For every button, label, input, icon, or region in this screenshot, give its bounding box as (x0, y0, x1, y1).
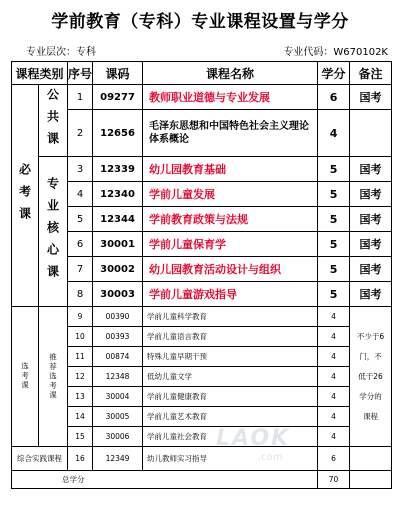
credit-cell: 5 (318, 207, 350, 232)
group-core (39, 157, 68, 307)
name-cell: 学前儿童健康教育 (143, 387, 318, 407)
group-core-label: 专业核心课 (45, 176, 60, 287)
table-row (12, 232, 392, 257)
code-cell: 30005 (93, 407, 143, 427)
table-row (12, 347, 392, 367)
credit-cell: 4 (318, 367, 350, 387)
total-value: 70 (318, 471, 350, 489)
group-recommended-label: 推荐选考课 (48, 352, 58, 401)
table-header-row (12, 62, 392, 85)
name-cell: 幼儿园教育基础 (143, 157, 318, 182)
name-cell: 学前儿童发展 (143, 182, 318, 207)
seq-cell: 11 (68, 347, 93, 367)
group-practice: 综合实践课程 (12, 447, 68, 471)
course-table (11, 61, 392, 489)
seq-cell: 2 (68, 110, 93, 157)
note-cell: 国考 (350, 182, 392, 207)
header-note: 备注 (350, 62, 392, 85)
credit-cell: 5 (318, 182, 350, 207)
table-row (12, 407, 392, 427)
name-cell: 低幼儿童文学 (143, 367, 318, 387)
table-row (12, 367, 392, 387)
seq-cell: 13 (68, 387, 93, 407)
seq-cell: 10 (68, 327, 93, 347)
credit-cell: 4 (318, 427, 350, 447)
group-public (39, 85, 68, 157)
code-cell: 30002 (93, 257, 143, 282)
credit-cell: 6 (318, 447, 350, 471)
credit-cell: 4 (318, 327, 350, 347)
credit-cell: 4 (318, 110, 350, 157)
name-cell: 学前儿童社会教育 (143, 427, 318, 447)
header-name: 课程名称 (143, 62, 318, 85)
note-cell: 国考 (350, 282, 392, 307)
seq-cell: 6 (68, 232, 93, 257)
name-cell: 学前儿童艺术教育 (143, 407, 318, 427)
credit-cell: 4 (318, 347, 350, 367)
seq-cell: 7 (68, 257, 93, 282)
code-cell: 30001 (93, 232, 143, 257)
major-code: 专业代码：W670102K (283, 47, 388, 58)
code-cell: 12340 (93, 182, 143, 207)
table-row (12, 157, 392, 182)
credit-cell: 5 (318, 257, 350, 282)
name-cell: 学前教育政策与法规 (143, 207, 318, 232)
code-cell: 00393 (93, 327, 143, 347)
name-cell: 学前儿童保育学 (143, 232, 318, 257)
header-category: 课程类别 (12, 62, 68, 85)
credit-cell: 5 (318, 157, 350, 182)
code-cell: 12348 (93, 367, 143, 387)
note-cell (350, 110, 392, 157)
major-level: 专业层次：专科 (26, 47, 96, 58)
name-cell: 幼儿教师实习指导 (143, 447, 318, 471)
table-row (12, 182, 392, 207)
code-cell: 30003 (93, 282, 143, 307)
seq-cell: 1 (68, 85, 93, 110)
credit-cell: 5 (318, 282, 350, 307)
seq-cell: 14 (68, 407, 93, 427)
seq-cell: 5 (68, 207, 93, 232)
table-row (12, 207, 392, 232)
table-row (12, 282, 392, 307)
table-row (12, 327, 392, 347)
header-code: 课码 (93, 62, 143, 85)
total-note (350, 471, 392, 489)
elective-note-text: 不少于6门，不低于26学分的课程 (356, 331, 385, 421)
name-cell: 教师职业道德与专业发展 (143, 85, 318, 110)
seq-cell: 16 (68, 447, 93, 471)
total-row (12, 471, 392, 489)
group-elective (12, 307, 39, 447)
page-title: 学前教育（专科）专业课程设置与学分 (51, 12, 349, 32)
code-cell: 30006 (93, 427, 143, 447)
note-cell: 国考 (350, 207, 392, 232)
credit-cell: 4 (318, 387, 350, 407)
header-credit: 学分 (318, 62, 350, 85)
watermark-sub: .com (258, 452, 283, 463)
seq-cell: 12 (68, 367, 93, 387)
name-cell: 特殊儿童早期干预 (143, 347, 318, 367)
table-row (12, 110, 392, 157)
table-row (12, 85, 392, 110)
seq-cell: 3 (68, 157, 93, 182)
seq-cell: 8 (68, 282, 93, 307)
elective-note (350, 307, 392, 447)
group-public-label: 公共课 (45, 87, 60, 154)
group-required (12, 85, 39, 307)
header-seq: 序号 (68, 62, 93, 85)
seq-cell: 15 (68, 427, 93, 447)
code-cell: 12656 (93, 110, 143, 157)
seq-cell: 9 (68, 307, 93, 327)
code-cell: 00390 (93, 307, 143, 327)
code-cell: 12344 (93, 207, 143, 232)
credit-cell: 4 (318, 407, 350, 427)
seq-cell: 4 (68, 182, 93, 207)
name-cell: 学前儿童科学教育 (143, 307, 318, 327)
group-elective-label: 选考课 (20, 362, 30, 391)
code-cell: 30004 (93, 387, 143, 407)
credit-cell: 5 (318, 232, 350, 257)
total-label: 总学分 (12, 471, 318, 489)
name-cell: 幼儿园教育活动设计与组织 (143, 257, 318, 282)
code-cell: 12339 (93, 157, 143, 182)
table-row (12, 257, 392, 282)
code-cell: 12349 (93, 447, 143, 471)
code-cell: 09277 (93, 85, 143, 110)
code-cell: 00874 (93, 347, 143, 367)
note-cell: 国考 (350, 232, 392, 257)
name-cell: 毛泽东思想和中国特色社会主义理论体系概论 (143, 110, 318, 157)
name-cell: 学前儿童语言教育 (143, 327, 318, 347)
note-cell: 国考 (350, 257, 392, 282)
credit-cell: 4 (318, 307, 350, 327)
name-cell: 学前儿童游戏指导 (143, 282, 318, 307)
credit-cell: 6 (318, 85, 350, 110)
table-row (12, 427, 392, 447)
note-cell (350, 447, 392, 471)
watermark-logo: LAOK (216, 426, 291, 451)
table-row (12, 387, 392, 407)
group-recommended (39, 307, 68, 447)
note-cell: 国考 (350, 85, 392, 110)
group-required-label: 必考课 (17, 162, 32, 229)
table-row (12, 307, 392, 327)
note-cell: 国考 (350, 157, 392, 182)
table-row (12, 447, 392, 471)
